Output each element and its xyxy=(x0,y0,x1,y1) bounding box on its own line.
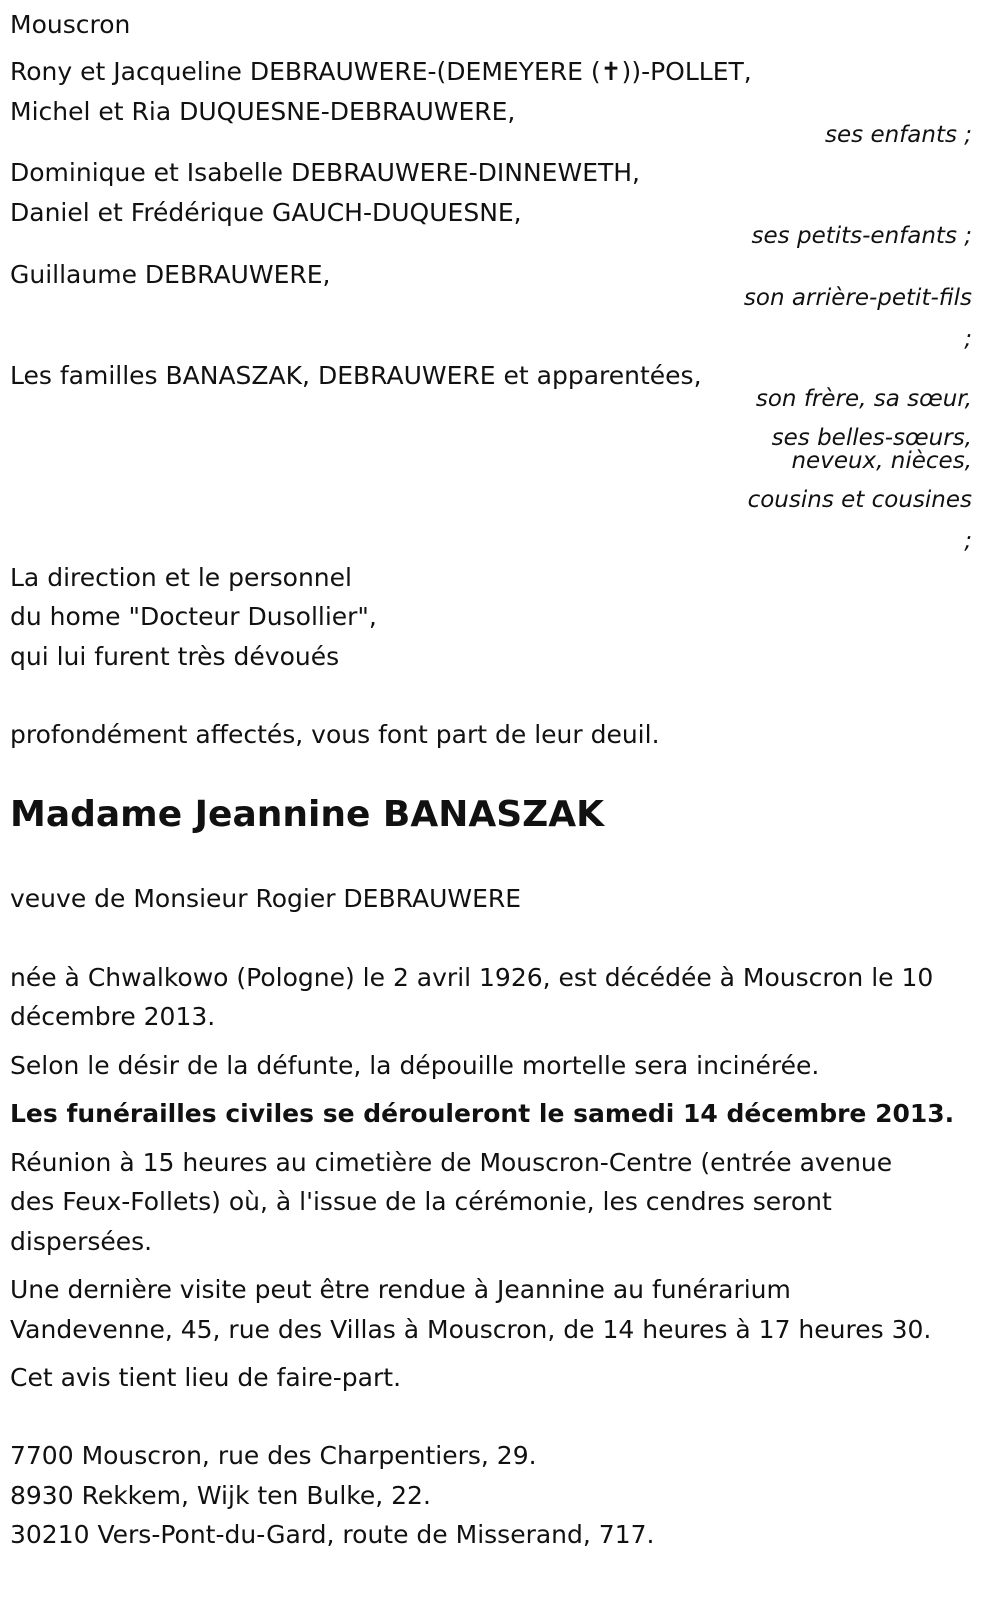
families-relation-end: ; xyxy=(964,528,972,554)
families-relation-4: cousins et cousines xyxy=(747,487,972,513)
families-relation-1: son frère, sa sœur, xyxy=(755,386,972,412)
notice-line: Cet avis tient lieu de faire-part. xyxy=(10,1363,402,1392)
funeral-line: Les funérailles civiles se dérouleront le samedi 14 décembre 2013. xyxy=(10,1099,955,1128)
meeting-line-1: Réunion à 15 heures au cimetière de Mouscron-Centre (entrée avenue xyxy=(10,1148,893,1177)
grandchildren-relation: ses petits-enfants ; xyxy=(751,223,972,249)
families-line: Les familles BANASZAK, DEBRAUWERE et apparentées, xyxy=(10,361,702,390)
widow-of-line: veuve de Monsieur Rogier DEBRAUWERE xyxy=(10,884,522,913)
meeting-line-3: dispersées. xyxy=(10,1227,153,1256)
home-line-3: qui lui furent très dévoués xyxy=(10,642,340,671)
visit-line-1: Une dernière visite peut être rendue à Jeannine au funérarium xyxy=(10,1275,791,1304)
deceased-name: Madame Jeannine BANASZAK xyxy=(10,794,604,835)
families-relation-3: neveux, nièces, xyxy=(791,448,972,474)
visit-line-2: Vandevenne, 45, rue des Villas à Mouscron, de 14 heures à 17 heures 30. xyxy=(10,1315,932,1344)
home-line-2: du home "Docteur Dusollier", xyxy=(10,602,377,631)
greatgrandchild-line: Guillaume DEBRAUWERE, xyxy=(10,260,331,289)
address-line-1: 7700 Mouscron, rue des Charpentiers, 29. xyxy=(10,1441,537,1470)
children-line-1: Rony et Jacqueline DEBRAUWERE-(DEMEYERE (✝))-POLLET, xyxy=(10,57,752,86)
greatgrandchild-relation-end: ; xyxy=(964,326,972,352)
greatgrandchild-relation: son arrière-petit-fils xyxy=(743,285,972,311)
children-relation: ses enfants ; xyxy=(825,122,972,148)
grandchildren-line-1: Dominique et Isabelle DEBRAUWERE-DINNEWETH, xyxy=(10,158,641,187)
home-line-1: La direction et le personnel xyxy=(10,563,352,592)
grandchildren-line-2: Daniel et Frédérique GAUCH-DUQUESNE, xyxy=(10,198,522,227)
families-relation-2: ses belles-sœurs, xyxy=(771,425,972,451)
address-line-3: 30210 Vers-Pont-du-Gard, route de Misserand, 717. xyxy=(10,1520,655,1549)
announcement-line: profondément affectés, vous font part de leur deuil. xyxy=(10,720,660,749)
city-heading: Mouscron xyxy=(10,10,131,39)
children-line-2: Michel et Ria DUQUESNE-DEBRAUWERE, xyxy=(10,97,516,126)
birth-death-line-1: née à Chwalkowo (Pologne) le 2 avril 1926, est décédée à Mouscron le 10 xyxy=(10,963,934,992)
cremation-line: Selon le désir de la défunte, la dépouille mortelle sera incinérée. xyxy=(10,1051,820,1080)
birth-death-line-2: décembre 2013. xyxy=(10,1002,216,1031)
address-line-2: 8930 Rekkem, Wijk ten Bulke, 22. xyxy=(10,1481,431,1510)
meeting-line-2: des Feux-Follets) où, à l'issue de la cérémonie, les cendres seront xyxy=(10,1187,832,1216)
